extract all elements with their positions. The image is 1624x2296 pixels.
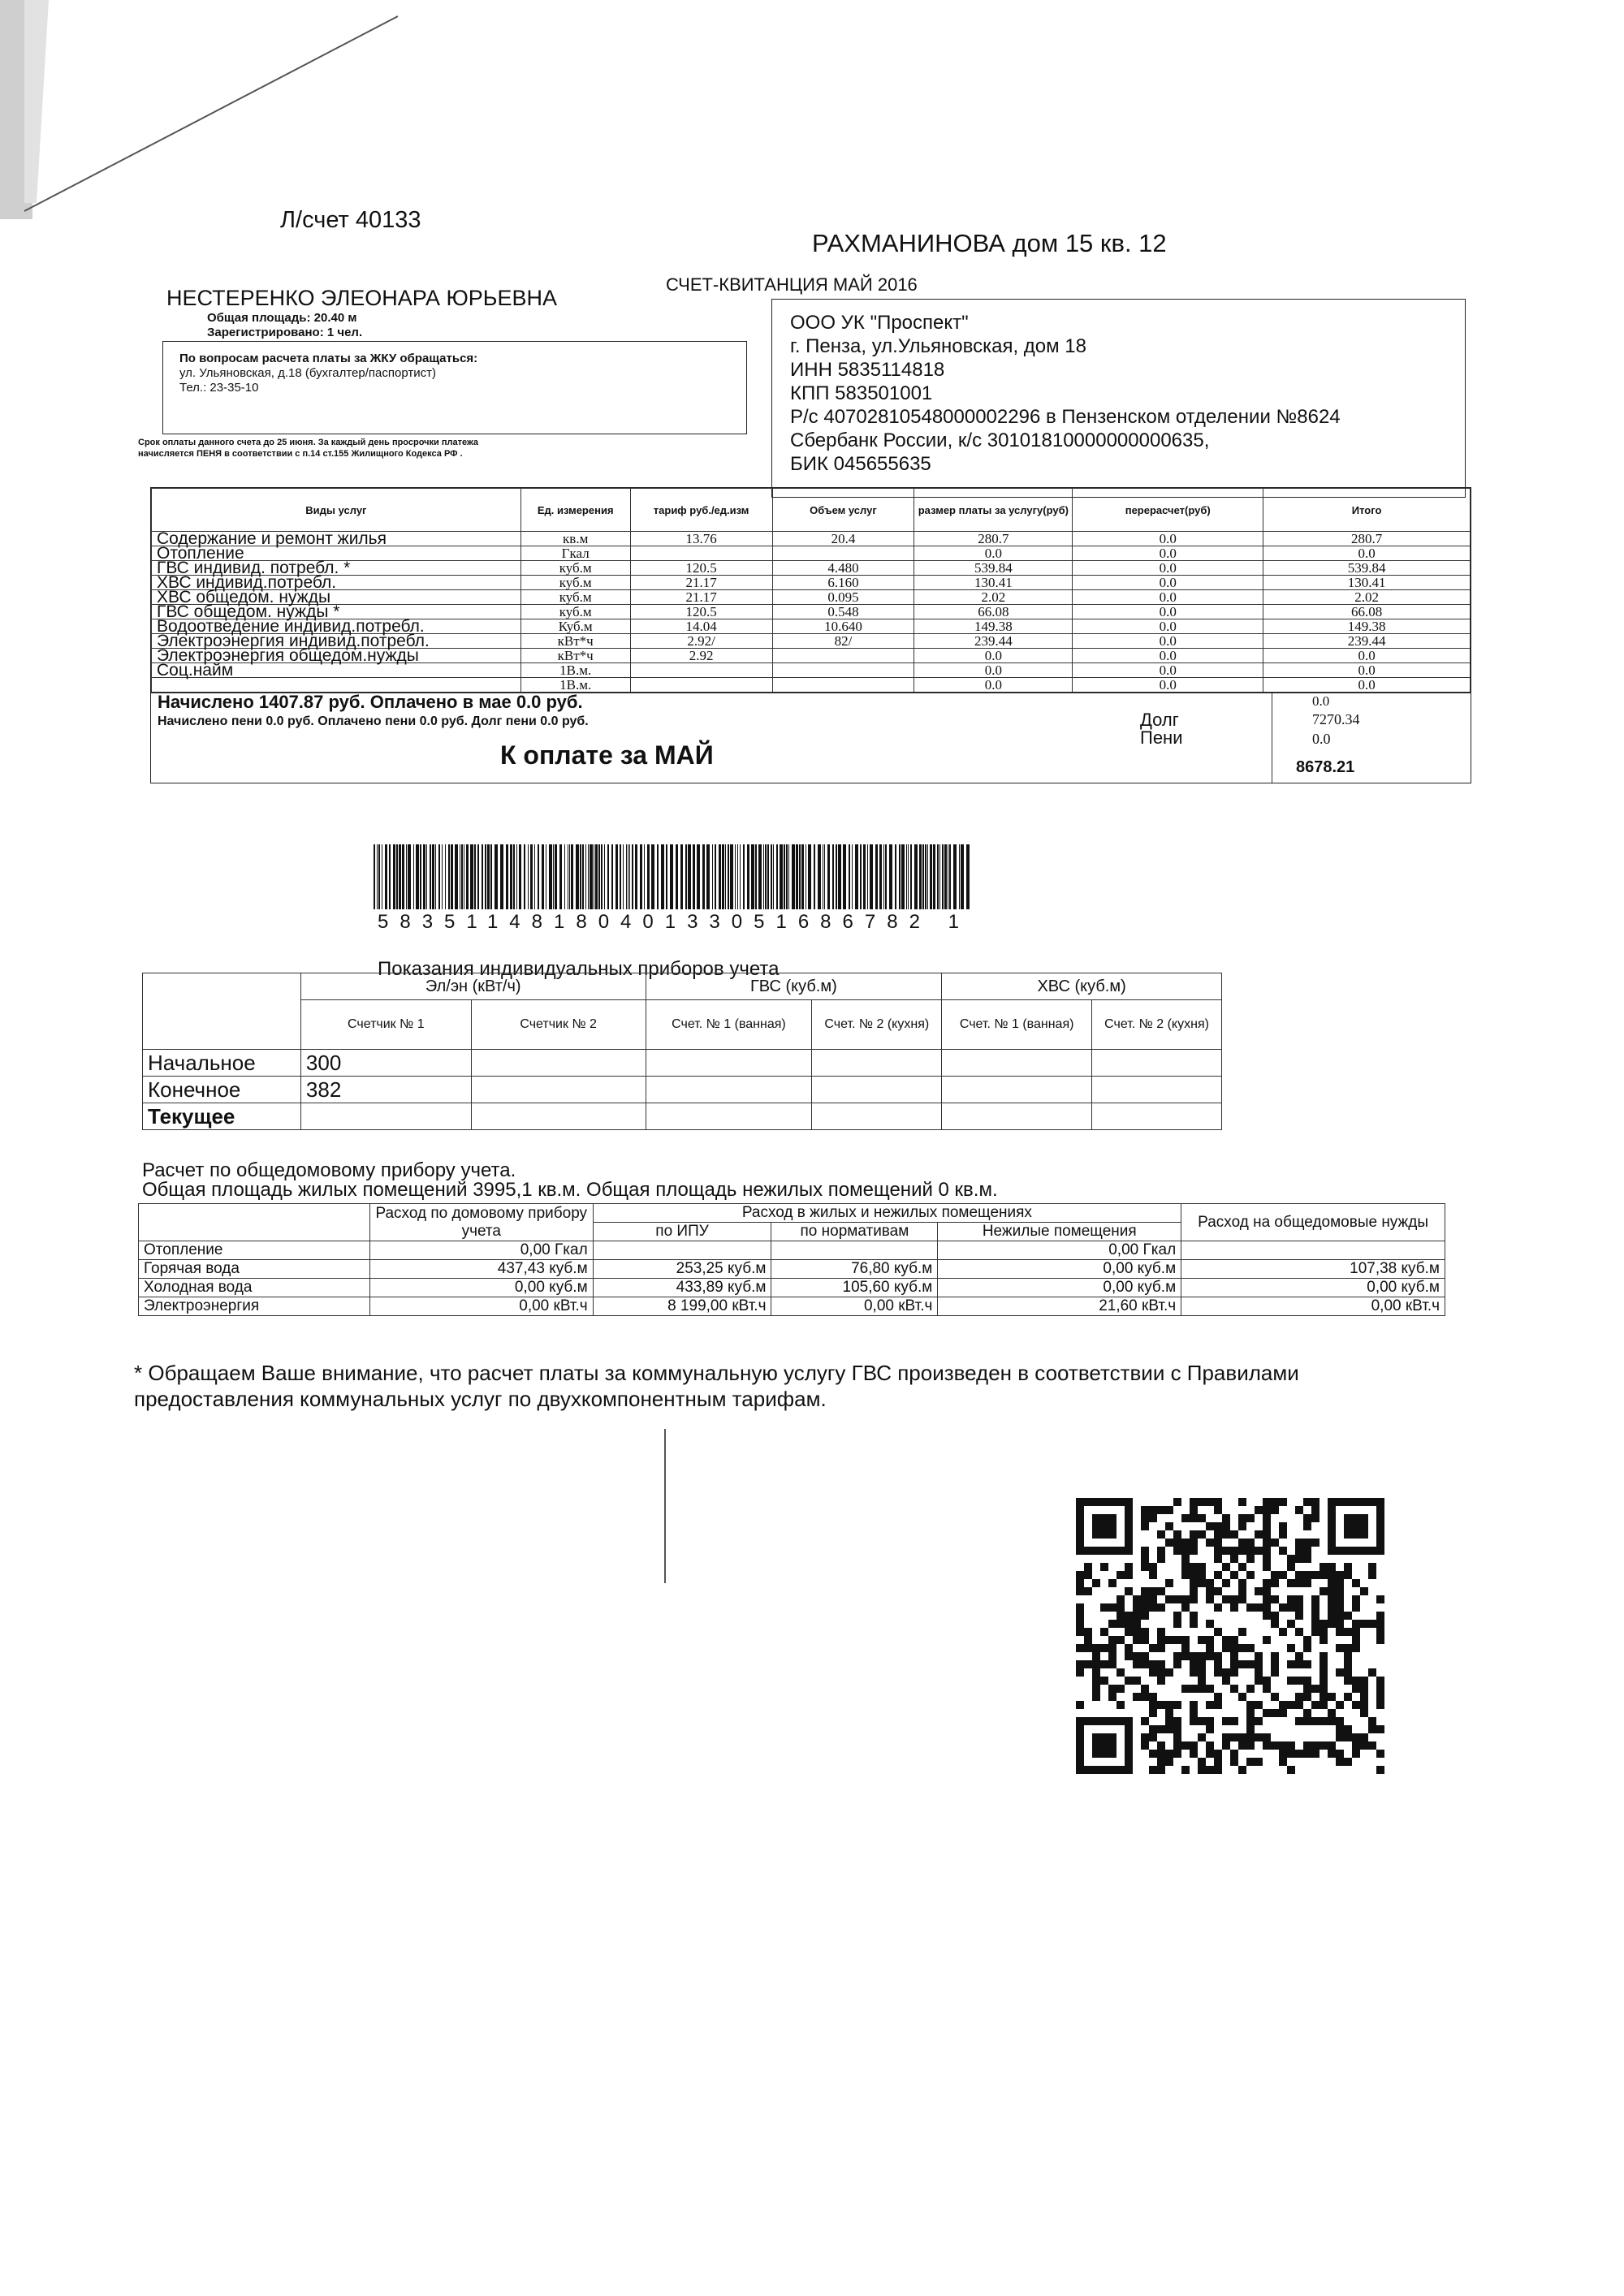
house-name: Холодная вода	[139, 1279, 370, 1297]
service-recalc: 0.0	[1073, 576, 1263, 590]
service-total: 0.0	[1263, 546, 1471, 561]
total-area: Общая площадь: 20.40 м	[207, 311, 357, 325]
service-tariff: 13.76	[630, 532, 772, 546]
initial-elec-1: 300	[300, 1050, 471, 1077]
service-volume	[772, 663, 914, 678]
contact-title: По вопросам расчета платы за ЖКУ обращаться:	[179, 352, 478, 365]
service-name: ГВС общедом. нужды *	[152, 605, 521, 619]
group-cold-water: ХВС (куб.м)	[942, 973, 1222, 1000]
service-total: 0.0	[1263, 649, 1471, 663]
service-row	[152, 678, 1471, 693]
bank-name: Сбербанк России, к/с 30101810000000000635,	[790, 429, 1210, 451]
house-norm: 105,60 куб.м	[771, 1279, 938, 1297]
service-name: ГВС индивид. потребл. *	[152, 561, 521, 576]
contact-box	[162, 341, 747, 434]
document-title: СЧЕТ-КВИТАНЦИЯ МАЙ 2016	[666, 274, 918, 295]
service-total: 2.02	[1263, 590, 1471, 605]
service-recalc: 0.0	[1073, 678, 1263, 693]
payment-deadline-note	[138, 437, 478, 460]
meters-corner	[143, 973, 301, 1050]
group-hot-water: ГВС (куб.м)	[646, 973, 942, 1000]
house-col-norm: по нормативам	[771, 1223, 938, 1241]
service-volume	[772, 649, 914, 663]
bank-details	[771, 299, 1466, 498]
services-bill	[150, 487, 1471, 783]
row-final-label: Конечное	[143, 1077, 301, 1103]
bik: БИК 045655635	[790, 453, 931, 475]
service-unit: Куб.м	[520, 619, 630, 634]
house-name: Отопление	[139, 1241, 370, 1260]
col-service: Виды услуг	[152, 489, 521, 532]
house-common: 0,00 кВт.ч	[1181, 1297, 1445, 1316]
house-row	[139, 1279, 1445, 1297]
service-total: 0.0	[1263, 663, 1471, 678]
service-name: Электроэнергия индивид.потребл.	[152, 634, 521, 649]
house-name: Электроэнергия	[139, 1297, 370, 1316]
service-charge: 280.7	[914, 532, 1073, 546]
house-nonres: 0,00 Гкал	[938, 1241, 1181, 1260]
col-total: Итого	[1263, 489, 1471, 532]
sub-elec-1: Счетчик № 1	[300, 1000, 471, 1050]
service-recalc: 0.0	[1073, 663, 1263, 678]
service-volume: 4.480	[772, 561, 914, 576]
house-area-line: Общая площадь жилых помещений 3995,1 кв.м. Общая площадь нежилых помещений 0 кв.м.	[142, 1179, 998, 1201]
service-recalc: 0.0	[1073, 590, 1263, 605]
house-meter: 437,43 куб.м	[369, 1260, 593, 1279]
meters-title: Показания индивидуальных приборов учета	[378, 958, 780, 980]
service-unit: кв.м	[520, 532, 630, 546]
inn: ИНН 5835114818	[790, 359, 945, 381]
service-name: Соц.найм	[152, 663, 521, 678]
debt-label: Долг	[1140, 710, 1179, 730]
house-ipu: 8 199,00 кВт.ч	[593, 1297, 771, 1316]
service-unit: куб.м	[520, 605, 630, 619]
service-name: Отопление	[152, 546, 521, 561]
service-volume: 20.4	[772, 532, 914, 546]
pay-value: 8678.21	[1296, 758, 1355, 776]
sub-hot-1: Счет. № 1 (ванная)	[646, 1000, 812, 1050]
house-col-common: Расход на общедомовые нужды	[1181, 1204, 1445, 1241]
contact-phone: Тел.: 23-35-10	[179, 381, 259, 395]
service-name	[152, 678, 521, 693]
house-ipu: 433,89 куб.м	[593, 1279, 771, 1297]
sub-elec-2: Счетчик № 2	[471, 1000, 646, 1050]
kpp: КПП 583501001	[790, 382, 933, 404]
service-tariff: 14.04	[630, 619, 772, 634]
service-volume: 82/	[772, 634, 914, 649]
house-col-group: Расход в жилых и нежилых помещениях	[593, 1204, 1181, 1223]
service-unit: Гкал	[520, 546, 630, 561]
row-initial-label: Начальное	[143, 1050, 301, 1077]
house-norm	[771, 1241, 938, 1260]
service-row	[152, 590, 1471, 605]
house-rows	[139, 1241, 1445, 1316]
col-unit: Ед. измерения	[520, 489, 630, 532]
house-title: Расчет по общедомовому прибору учета.	[142, 1159, 516, 1181]
col-tariff: тариф руб./ед.изм	[630, 489, 772, 532]
services-table	[151, 488, 1471, 693]
service-tariff: 21.17	[630, 590, 772, 605]
service-charge: 0.0	[914, 546, 1073, 561]
col-volume: Объем услуг	[772, 489, 914, 532]
tenant-name: НЕСТЕРЕНКО ЭЛЕОНАРА ЮРЬЕВНА	[166, 286, 558, 310]
service-tariff: 120.5	[630, 561, 772, 576]
service-volume	[772, 546, 914, 561]
house-corner	[139, 1204, 370, 1241]
service-row	[152, 532, 1471, 546]
house-meter: 0,00 кВт.ч	[369, 1297, 593, 1316]
service-unit: куб.м	[520, 590, 630, 605]
bill-summary	[151, 693, 1471, 783]
service-unit: кВт*ч	[520, 634, 630, 649]
service-total: 280.7	[1263, 532, 1471, 546]
service-charge: 539.84	[914, 561, 1073, 576]
service-name: Содержание и ремонт жилья	[152, 532, 521, 546]
service-recalc: 0.0	[1073, 532, 1263, 546]
address: РАХМАНИНОВА дом 15 кв. 12	[812, 229, 1167, 257]
service-total: 539.84	[1263, 561, 1471, 576]
service-tariff	[630, 678, 772, 693]
service-charge: 0.0	[914, 663, 1073, 678]
services-rows	[152, 529, 1471, 693]
account-number: Л/счет 40133	[280, 207, 421, 233]
service-charge: 2.02	[914, 590, 1073, 605]
service-total: 130.41	[1263, 576, 1471, 590]
gvs-note: * Обращаем Ваше внимание, что расчет платы за коммунальную услугу ГВС произведен в соответствии с Правилами предоставления коммунальных услуг по двухкомпонентным тарифам.	[134, 1361, 1299, 1411]
peni-value: 0.0	[1312, 731, 1331, 747]
service-recalc: 0.0	[1073, 561, 1263, 576]
house-norm: 76,80 куб.м	[771, 1260, 938, 1279]
service-tariff: 120.5	[630, 605, 772, 619]
meters-table	[142, 973, 1222, 1130]
charged-total: 0.0	[1312, 693, 1330, 709]
sub-cold-2: Счет. № 2 (кухня)	[1092, 1000, 1222, 1050]
house-nonres: 0,00 куб.м	[938, 1279, 1181, 1297]
col-recalc: перерасчет(руб)	[1073, 489, 1263, 532]
house-name: Горячая вода	[139, 1260, 370, 1279]
house-common: 0,00 куб.м	[1181, 1279, 1445, 1297]
house-row	[139, 1297, 1445, 1316]
service-unit: куб.м	[520, 561, 630, 576]
service-volume: 0.095	[772, 590, 914, 605]
final-elec-1: 382	[300, 1077, 471, 1103]
service-charge: 149.38	[914, 619, 1073, 634]
service-name: Электроэнергия общедом.нужды	[152, 649, 521, 663]
service-unit: 1В.м.	[520, 663, 630, 678]
bank-account: Р/с 40702810548000002296 в Пензенском отделении №8624	[790, 406, 1341, 428]
service-volume: 6.160	[772, 576, 914, 590]
service-row	[152, 663, 1471, 678]
house-meter: 0,00 Гкал	[369, 1241, 593, 1260]
service-charge: 0.0	[914, 678, 1073, 693]
barcode-number: 5835114818040133051686782 1	[378, 911, 970, 933]
service-total: 66.08	[1263, 605, 1471, 619]
service-total: 239.44	[1263, 634, 1471, 649]
service-name: ХВС общедом. нужды	[152, 590, 521, 605]
service-tariff	[630, 663, 772, 678]
service-charge: 239.44	[914, 634, 1073, 649]
company-address: г. Пенза, ул.Ульяновская, дом 18	[790, 335, 1086, 357]
sub-hot-2: Счет. № 2 (кухня)	[812, 1000, 942, 1050]
service-charge: 130.41	[914, 576, 1073, 590]
group-electricity: Эл/эн (кВт/ч)	[300, 973, 646, 1000]
house-common	[1181, 1241, 1445, 1260]
house-col-ipu: по ИПУ	[593, 1223, 771, 1241]
deadline-line-2: начисляется ПЕНЯ в соответствии с п.14 ст.155 Жилищного Кодекса РФ .	[138, 449, 463, 459]
house-ipu: 253,25 куб.м	[593, 1260, 771, 1279]
debt-value: 7270.34	[1312, 711, 1360, 727]
house-common: 107,38 куб.м	[1181, 1260, 1445, 1279]
service-unit: кВт*ч	[520, 649, 630, 663]
service-tariff: 2.92/	[630, 634, 772, 649]
barcode	[374, 844, 974, 909]
service-recalc: 0.0	[1073, 619, 1263, 634]
service-row	[152, 576, 1471, 590]
service-volume: 0.548	[772, 605, 914, 619]
service-recalc: 0.0	[1073, 649, 1263, 663]
contact-address: ул. Ульяновская, д.18 (бухгалтер/паспортист)	[179, 366, 436, 380]
house-nonres: 21,60 кВт.ч	[938, 1297, 1181, 1316]
current-elec-1	[300, 1103, 471, 1130]
service-recalc: 0.0	[1073, 605, 1263, 619]
service-volume	[772, 678, 914, 693]
service-tariff: 21.17	[630, 576, 772, 590]
house-norm: 0,00 кВт.ч	[771, 1297, 938, 1316]
house-meter-table	[138, 1203, 1445, 1316]
charged-line: Начислено 1407.87 руб. Оплачено в мае 0.0 руб.	[158, 692, 583, 712]
area-info	[207, 311, 362, 340]
service-row	[152, 561, 1471, 576]
house-row	[139, 1260, 1445, 1279]
qr-code	[1076, 1498, 1384, 1774]
service-recalc: 0.0	[1073, 634, 1263, 649]
col-charge: размер платы за услугу(руб)	[914, 489, 1073, 532]
pay-label: К оплате за МАЙ	[500, 740, 714, 770]
scan-line	[664, 1429, 666, 1583]
service-recalc: 0.0	[1073, 546, 1263, 561]
service-tariff	[630, 546, 772, 561]
row-current-label: Текущее	[143, 1103, 301, 1130]
service-charge: 66.08	[914, 605, 1073, 619]
scan-corner-mark	[0, 0, 422, 219]
peni-label: Пени	[1140, 727, 1183, 748]
registered-count: Зарегистрировано: 1 чел.	[207, 326, 363, 339]
house-ipu	[593, 1241, 771, 1260]
service-tariff: 2.92	[630, 649, 772, 663]
house-nonres: 0,00 куб.м	[938, 1260, 1181, 1279]
house-row	[139, 1241, 1445, 1260]
sub-cold-1: Счет. № 1 (ванная)	[942, 1000, 1092, 1050]
service-unit: 1В.м.	[520, 678, 630, 693]
penalty-line: Начислено пени 0.0 руб. Оплачено пени 0.0 руб. Долг пени 0.0 руб.	[158, 714, 589, 728]
house-col-meter: Расход по домовому прибору учета	[369, 1204, 593, 1241]
deadline-line-1: Срок оплаты данного счета до 25 июня. За каждый день просрочки платежа	[138, 438, 479, 447]
service-unit: куб.м	[520, 576, 630, 590]
service-name: ХВС индивид.потребл.	[152, 576, 521, 590]
service-total: 149.38	[1263, 619, 1471, 634]
service-name: Водоотведение индивид.потребл.	[152, 619, 521, 634]
service-total: 0.0	[1263, 678, 1471, 693]
service-volume: 10.640	[772, 619, 914, 634]
house-meter: 0,00 куб.м	[369, 1279, 593, 1297]
service-charge: 0.0	[914, 649, 1073, 663]
company-name: ООО УК "Проспект"	[790, 312, 969, 334]
house-col-nonres: Нежилые помещения	[938, 1223, 1181, 1241]
service-row	[152, 649, 1471, 663]
